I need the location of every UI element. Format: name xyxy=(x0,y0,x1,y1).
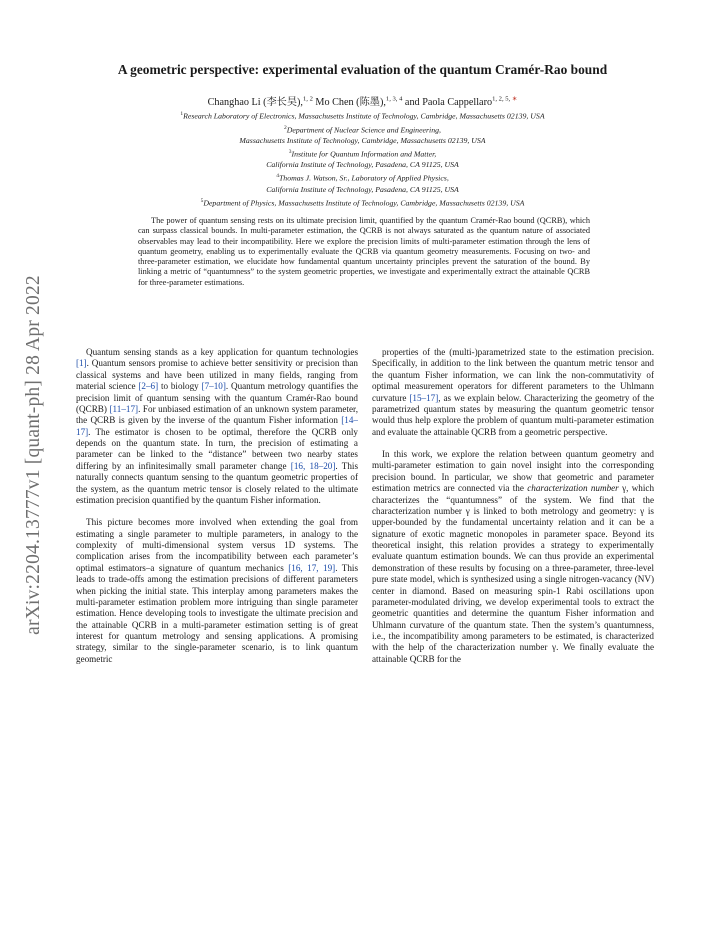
affiliation-number: 1 xyxy=(180,111,184,117)
author-name: Paola Cappellaro xyxy=(422,97,493,108)
emphasized-term: characterization number xyxy=(527,483,619,494)
affiliation-line xyxy=(60,136,665,147)
affiliation-line xyxy=(60,160,665,171)
text-run: . Quantum sensors promise to achieve better sensitivity or precision than classical systems and have been utilized in many fields, ranging from material science xyxy=(76,358,358,392)
affiliation-line xyxy=(60,109,665,123)
citation-link[interactable]: [16, 18–20] xyxy=(290,460,336,471)
citation-link[interactable]: [7–10] xyxy=(201,381,226,392)
affiliation-number: 2 xyxy=(284,124,287,131)
affiliation-line xyxy=(60,171,665,185)
affiliation-line xyxy=(60,147,665,161)
arxiv-identifier-text: arXiv:2204.13777v1 [quant-ph] 28 Apr 2022 xyxy=(23,275,44,635)
citation-link[interactable]: [16, 17, 19] xyxy=(288,562,336,573)
affiliation-text: Thomas J. Watson, Sr., Laboratory of Applied Physics, xyxy=(278,173,449,183)
body-paragraph xyxy=(372,449,654,665)
abstract: The power of quantum sensing rests on its ultimate precision limit, quantified by the quantum Cramér-Rao bound (QCRB), which can surpass classical bounds. In multi-parameter estimation, the QCRB is not always saturated as the quantum nature of associated observables may lead to their incompatibility. Here we explore the precision limits of multi-parameter estimation through the lens of quantum geometry, enabling us to experimentally evaluate the QCRB via quantum geometry measurements. Focusing on two- and three-parameter estimation, we elucidate how fundamental quantum uncertainty principles prevent the saturation of the bound. By linking a metric of “quantumness” to the system geometric properties, we investigate and experimentally extract the attainable QCRB for three-parameter estimations. xyxy=(138,216,590,287)
text-run: properties of the (multi-)parametrized state to the estimation precision. Specifically, in addition to the link between the quantum metric tensor and the quantum Fisher information, we can link the non-commutativity of optimal measurement operators for different parameters to the Uhlmann curvature xyxy=(372,347,654,403)
text-run: . The estimator is chosen to be optimal, therefore the QCRB only depends on the quantum state. In turn, the precision of estimating a parameter can be linked to the “distance” between two nearby states differing by an infinitesimally small parameter change xyxy=(76,426,358,471)
affiliation-line xyxy=(60,185,665,196)
text-run: to biology xyxy=(158,381,202,392)
body-column-right xyxy=(372,347,654,665)
citation-link[interactable]: [14–17] xyxy=(76,415,358,437)
text-run: Quantum sensing stands as a key application for quantum technologies xyxy=(86,347,358,357)
author-name: Changhao Li (李长昊), xyxy=(207,97,303,108)
affiliation-text: Department of Nuclear Science and Engineering, xyxy=(286,125,441,135)
arxiv-identifier-stamp xyxy=(14,245,54,665)
affiliation-text: California Institute of Technology, Pasadena, CA 91125, USA xyxy=(266,160,459,170)
author-list xyxy=(60,93,665,108)
text-run: γ, which characterizes the “quantumness” of the system. We find that the characterization number γ is linked to both metrology and geometry: γ is upper-bounded by the fundamental uncertainty relation and it can be a signature of exotic magnetic monopoles in parameter space. Beyond its theoretical insight, this relation provides a strategy to experimentally evaluate quantum estimation bounds. We can thus provide an experimental demonstration of these results by focusing on a three-parameter, three-level pure state model, which is synthesized using a single nitrogen-vacancy (NV) center in diamond. Based on measuring spin-1 Rabi oscillations upon parameter-modulated driving, we develop experimental tools to extract the geometric quantities and determine the quantum Fisher information and Uhlmann curvature of the quantum state. Then the system’s quantumness, i.e., the incompatibility among parameters to be estimated, is characterized with the help of the characterization number γ. We finally evaluate the attainable QCRB for the xyxy=(372,483,655,664)
affiliation-number: 4 xyxy=(276,173,279,180)
affiliation-text: Massachusetts Institute of Technology, Cambridge, Massachusetts 02139, USA xyxy=(239,136,486,145)
paper-title: A geometric perspective: experimental evaluation of the quantum Cramér-Rao bound xyxy=(117,62,608,77)
affiliation-list xyxy=(60,109,665,209)
body-paragraph xyxy=(76,517,358,665)
author-affiliation-marks xyxy=(492,96,517,103)
text-run: . Quantum metrology quantifies the precision limit of quantum sensing with the quantum Cramér-Rao bound (QCRB) xyxy=(76,381,359,414)
body-paragraph xyxy=(372,347,654,438)
author-affiliation-marks: 1, 3, 4 xyxy=(385,95,403,103)
text-run: . For unbiased estimation of an unknown system parameter, the QCRB is given by the inverse of the quantum Fisher information xyxy=(76,403,358,426)
affiliation-line xyxy=(60,123,665,137)
affiliation-number: 3 xyxy=(288,148,292,155)
affiliation-number: 5 xyxy=(200,197,204,204)
affiliation-text: Department of Physics, Massachusetts Institute of Technology, Cambridge, Massachusetts 02139, USA xyxy=(203,198,525,208)
text-run: In this work, we explore the relation between quantum geometry and multi-parameter estimation to gain novel insight into the corresponding precision bound. In particular, we show that geometric and parameter estimation metrics are connected via the xyxy=(372,449,654,494)
author-affiliation-marks: 1, 2 xyxy=(302,95,313,103)
affiliation-numbers: 1, 2, 5, xyxy=(492,95,512,103)
author-conjunction: and xyxy=(404,97,420,108)
author-name: Mo Chen (陈墨), xyxy=(315,97,386,108)
citation-link[interactable]: [2–6] xyxy=(138,381,159,392)
citation-link[interactable]: [15–17] xyxy=(409,392,439,403)
corresponding-author-link[interactable]: ∗ xyxy=(511,95,518,103)
body-paragraph xyxy=(76,347,358,506)
text-run: . This leads to trade-offs among the estimation precisions of different parameters when picking the initial state. This interplay among parameters makes the multi-parameter estimation problem more intriguing than single parameter estimation. Hence developing tools to investigate the ultimate precision and the attainable QCRB in a multi-parameter estimation setting is of great interest for quantum metrology and sensing applications. A promising strategy, similar to the single-parameter scenario, is to link quantum geometric xyxy=(76,562,359,664)
affiliation-line xyxy=(60,196,665,210)
text-run: This picture becomes more involved when extending the goal from estimating a single parameter to multiple parameters, in analogy to the complexity of multi-dimensional system versus 1D systems. The complication arises from the incompatibility between each parameter’s optimal estimators–a signature of quantum mechanics xyxy=(76,517,358,573)
affiliation-text: California Institute of Technology, Pasadena, CA 91125, USA xyxy=(266,184,459,194)
body-column-left xyxy=(76,347,358,665)
citation-link[interactable]: [1] xyxy=(76,358,87,369)
affiliation-text: Institute for Quantum Information and Matter, xyxy=(291,149,437,159)
citation-link[interactable]: [11–17] xyxy=(109,403,139,414)
affiliation-text: Research Laboratory of Electronics, Massachusetts Institute of Technology, Cambridge, Massachusetts 02139, USA xyxy=(183,111,545,121)
text-run: , as we explain below. Characterizing the geometry of the parametrized quantum states by measuring the quantum geometric tensor would thus help explore the problem of quantum multi-parameter estimation and evaluate the attainable QCRB from a geometric perspective. xyxy=(372,392,654,437)
text-run: . This naturally connects quantum sensing to the quantum geometric properties of the system, as the quantum metric tensor is closely related to the ultimate estimation precision quantified by the quantum Fisher information. xyxy=(76,460,358,505)
